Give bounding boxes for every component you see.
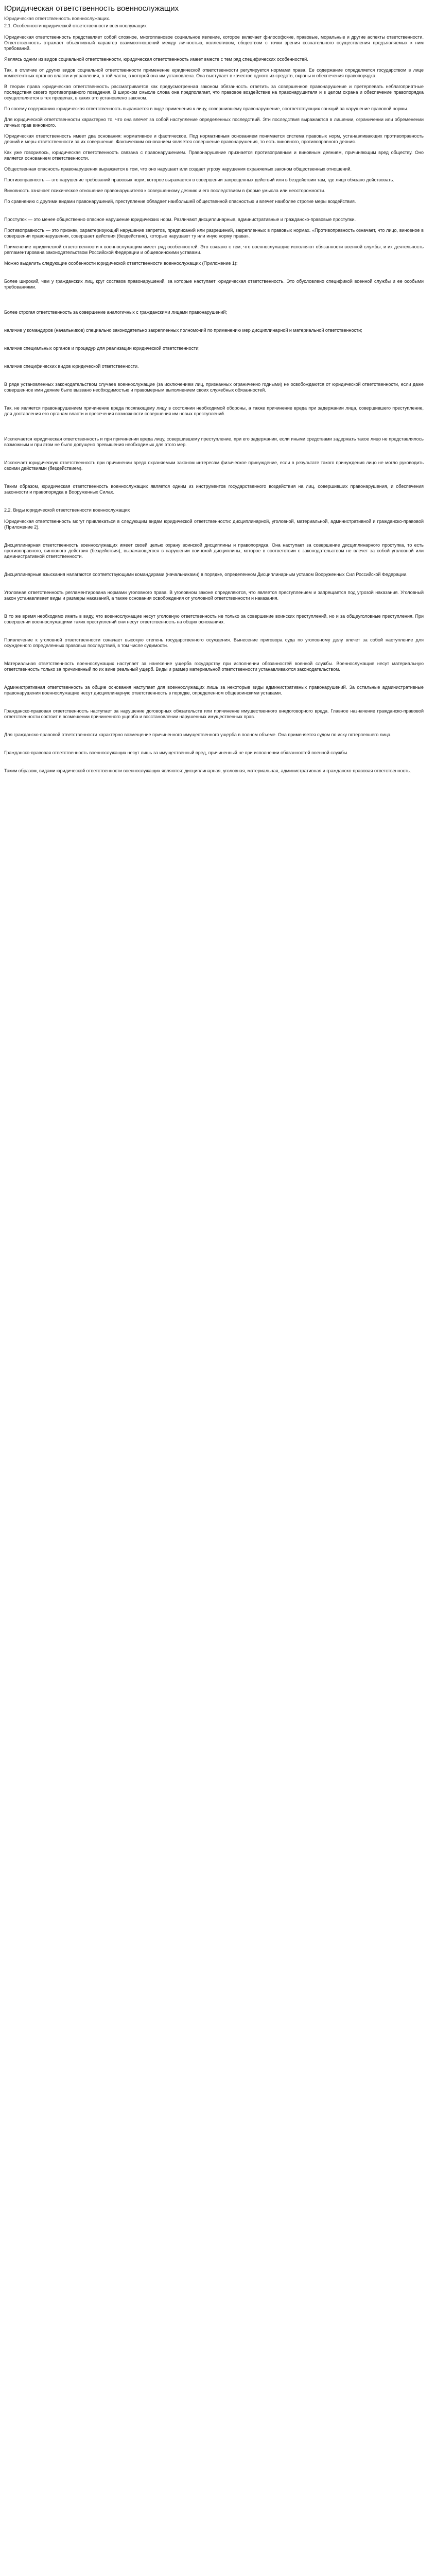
paragraph: Административная ответственность за общие основания наступает для военнослужащих лишь за некоторые виды административных правонарушений. За остальные административные правонарушения военнослужащие несут дисциплинарную ответственность в порядке, определенном общевоинскими уставами.: [4, 685, 424, 696]
paragraph: Исключается юридическая ответственность и при причинении вреда лицу, совершившему преступление, при его задержании, если иными средствами задержать такое лицо не представлялось возможным и при этом не было допущено превышения необходимых для этого мер.: [4, 436, 424, 447]
paragraph: Общественная опасность правонарушения выражается в том, что оно нарушает или создает угрозу нарушения охраняемых законом общественных отношений.: [4, 166, 352, 172]
paragraph: В ряде установленных законодательством случаев военнослужащие (за исключением лиц, признанных ограниченно годными) не освобождаются от юридической ответственности, если даже совершенное ими деяние было вызвано необходимостью и правомерным выполнением своих служебных обязанностей.: [4, 382, 424, 393]
paragraph: В то же время необходимо иметь в виду, что военнослужащие несут уголовную ответственность не только за совершение воинских преступлений, но и за общеуголовные преступления. При совершении военнослужащими таких преступлений они несут ответственность на общих основаниях.: [4, 614, 424, 624]
page-title: Юридическая ответственность военнослужащих: [4, 4, 179, 13]
paragraph: Дисциплинарная ответственность военнослужащих имеет своей целью охрану воинской дисциплины и правопорядка. Она наступает за совершение дисциплинарного проступка, то есть противоправного, виновного действия (бездействия), выражающегося в нарушении воинской дисциплины, которое в соответствии с законодательством не влечет за собой уголовной или административной ответственности.: [4, 543, 424, 559]
paragraph: наличие специфических видов юридической ответственности.: [4, 364, 139, 369]
paragraph: Таким образом, видами юридической ответственности военнослужащих являются: дисциплинарная, уголовная, материальная, административная и гражданско-правовая ответственность.: [4, 768, 411, 773]
paragraph: В теории права юридическая ответственность рассматривается как предусмотренная законом обязанность ответить за совершенное правонарушение и претерпевать неблагоприятные последствия своего противоправного поведения. В широком смысле слова она предполагает, что правовое воздействие на правонарушителя и в целом охрана и обеспечение правопорядка осуществляется в тех пределах, в каких это установлено законом.: [4, 84, 424, 100]
paragraph: Так, в отличие от других видов социальной ответственности применение юридической ответственности регулируется нормами права. Ее содержание определяется государством в лице компетентных органов власти и управления, в той части, в которой она им установлена. Она выступает в качестве одного из средств, охраны и обеспечения правопорядка.: [4, 67, 424, 78]
paragraph: Для гражданско-правовой ответственности характерно возмещение причиненного имущественного ущерба в полном объеме. Она применяется судом по иску потерпевшего лица.: [4, 732, 392, 737]
paragraph: наличие у командиров (начальников) специально законодательно закрепленных полномочий по применению мер дисциплинарной и материальной ответственности;: [4, 328, 362, 333]
paragraph: Так, не является правонарушением причинение вреда посягающему лицу в состоянии необходимой обороны, а также причинение вреда при задержании лица, совершившего преступление, для доставления его органам власти и пресечения возможности совершения им новых преступлений.: [4, 405, 424, 416]
paragraph: наличие специальных органов и процедур для реализации юридической ответственности;: [4, 346, 200, 351]
paragraph: Можно выделить следующие особенности юридической ответственности военнослужащих (Приложение 1):: [4, 261, 238, 266]
paragraph: По сравнению с другими видами правонарушений, преступление обладает наибольшей общественной опасностью и влечет наиболее строгие меры воздействия.: [4, 199, 356, 204]
paragraph: Привлечение к уголовной ответственности означает высокую степень государственного осуждения. Вынесение приговора суда по уголовному делу влечет за собой наступление для осужденного определенных правовых последствий, в том числе судимости.: [4, 637, 424, 648]
paragraph: Являясь одним из видов социальной ответственности, юридическая ответственность имеет вместе с тем ряд специфических особенностей.: [4, 57, 308, 62]
paragraph: Юридическая ответственность представляет собой сложное, многоплановое социальное явление, которое включает философские, правовые, моральные и другие аспекты ответственности. Ответственность отражает объективный характер взаимоотношений между личностью, коллективом, обществом с точки зрения сознательного осуществления предъявляемых к ним требований.: [4, 35, 424, 51]
paragraph: Гражданско-правовая ответственность наступает за нарушение договорных обязательств или причинение имущественного внедоговорного вреда. Главное назначение гражданско-правовой ответственности состоит в возмещении причиненного ущерба и восстановлении нарушенных имущественных прав.: [4, 708, 424, 719]
paragraph: Более широкий, чем у гражданских лиц, круг составов правонарушений, за которые наступает юридическая ответственность. Это обусловлено спецификой военной службы и ее особыми требованиями.: [4, 279, 424, 290]
paragraph: Гражданско-правовая ответственность военнослужащих несут лишь за имущественный вред, причиненный не при исполнении обязанностей военной службы.: [4, 750, 348, 755]
paragraph: Для юридической ответственности характерно то, что она влечет за собой наступление определенных последствий. Эти последствия выражаются в лишении, ограничении или обременении личных прав виновного.: [4, 117, 424, 128]
paragraph: Материальная ответственность военнослужащих наступает за нанесение ущерба государству при исполнении обязанностей военной службы. Военнослужащие несут материальную ответственность только за причиненный по их вине реальный ущерб. Виды и размер материальной ответственности устанавливаются законодательством.: [4, 661, 424, 672]
paragraph: Более строгая ответственность за совершение аналогичных с гражданскими лицами правонарушений;: [4, 310, 227, 315]
document-page: [0, 0, 428, 785]
paragraph: Проступок — это менее общественно опасное нарушение юридических норм. Различают дисциплинарные, административные и гражданско-правовые проступки.: [4, 217, 356, 222]
paragraph: Виновность означает психическое отношение правонарушителя к совершенному деянию и его последствиям в форме умысла или неосторожности.: [4, 188, 325, 193]
paragraph: Как уже говорилось, юридическая ответственность связана с правонарушением. Правонарушение признается противоправным и виновным деянием, причиняющим вред обществу. Оно является основанием ответственности.: [4, 150, 424, 161]
section-heading-2: 2.2. Виды юридической ответственности военнослужащих: [4, 507, 130, 513]
paragraph: Юридическая ответственность имеет два основания: нормативное и фактическое. Под нормативным основанием понимается система правовых норм, устанавливающих противоправность деяний и меры ответственности за их совершение. Фактическим основанием является совершение правонарушения, то есть виновного, противоправного деяния.: [4, 133, 424, 144]
paragraph: Таким образом, юридическая ответственность военнослужащих является одним из инструментов государственного воздействия на лиц, совершивших правонарушения, и обеспечения законности и правопорядка в Вооруженных Силах.: [4, 484, 424, 495]
section-heading-1: 2.1. Особенности юридической ответственности военнослужащих: [4, 23, 147, 28]
paragraph: Уголовная ответственность регламентирована нормами уголовного права. В уголовном законе определяются, что является преступлением и запрещается под угрозой наказания. Уголовный закон устанавливает виды и размеры наказаний, а также основания освобождения от уголовной ответственности и наказания.: [4, 590, 424, 601]
paragraph: Дисциплинарные взыскания налагаются соответствующими командирами (начальниками) в порядке, определенном Дисциплинарным уставом Вооруженных Сил Российской Федерации.: [4, 572, 408, 577]
paragraph: Исключает юридическую ответственность при причинении вреда охраняемым законом интересам физическое принуждение, если в результате такого принуждения лицо не могло руководить своими действиями (бездействием).: [4, 460, 424, 471]
paragraph: Применение юридической ответственности к военнослужащим имеет ряд особенностей. Это связано с тем, что военнослужащие исполняют обязанности военной службы, и их деятельность регламентирована законодательством Российской Федерации и общевоинскими уставами.: [4, 244, 424, 255]
page-subtitle: Юридическая ответственность военнослужащих.: [4, 16, 110, 21]
paragraph: Юридическая ответственность могут привлекаться в следующим видам юридической ответственности: дисциплинарной, уголовной, материальной, административной и гражданско-правовой (Приложение 2).: [4, 519, 424, 530]
paragraph: По своему содержанию юридическая ответственность выражается в виде применения к лицу, совершившему правонарушение, соответствующих санкций за нарушение правовой нормы.: [4, 106, 408, 111]
paragraph: Противоправность — это нарушение требований правовых норм, которое выражается в совершении запрещенных действий или в бездействии там, где лицо обязано действовать.: [4, 177, 394, 182]
paragraph: Противоправность — это признак, характеризующий нарушение запретов, предписаний или разрешений, закрепленных в правовых нормах. «Противоправность означает, что лицо, виновное в совершении правонарушения, совершает действия (бездействие), которые нарушают ту или иную норму права».: [4, 228, 424, 239]
